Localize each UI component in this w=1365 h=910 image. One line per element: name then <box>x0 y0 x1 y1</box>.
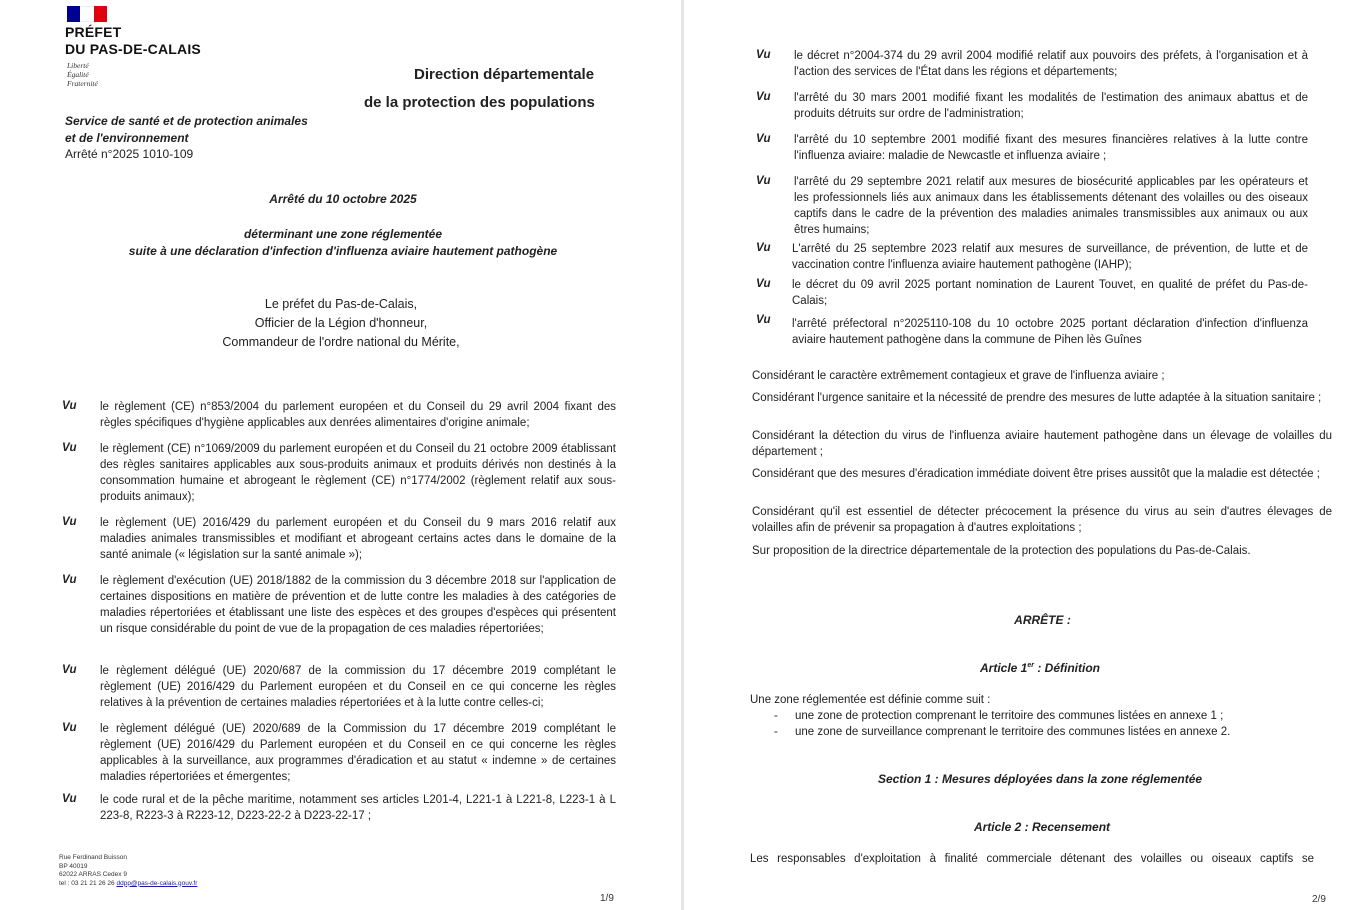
visa-item: le code rural et de la pêche maritime, notamment ses articles L201-4, L221-1 à L221-8, L223-1 à L 223-8, R223-3 à R223-12, D223-22-2 à D223-22-17 ; <box>100 794 616 822</box>
proposition-paragraph: Sur proposition de la directrice départementale de la protection des populations du Pas-de-Calais. <box>752 545 1251 557</box>
visa-item: le règlement (CE) n°1069/2009 du parlement européen et du Conseil du 21 octobre 2009 établissant des règles sanitaires applicables aux sous-produits animaux et produits dérivés non destinés à la consommation humaine et abrogeant le règlement (CE) n°1774/2002 (règlement relatif aux sous-produits animaux); <box>100 443 616 503</box>
arrete-number: Arrêté n°2025 1010-109 <box>65 147 194 161</box>
article-2-text: Les responsables d'exploitation à finalité commerciale détenant des volailles ou oiseaux captifs se <box>750 853 1314 865</box>
article-2-heading: Article 2 : Recensement <box>973 820 1111 834</box>
considerant-paragraph: Considérant qu'il est essentiel de détecter précocement la présence du virus au sein d'autres élevages de volailles afin de prévenir sa propagation à d'autres exploitations ; <box>752 506 1332 534</box>
page-number: 1/9 <box>600 893 614 904</box>
document-page-1 <box>0 0 680 910</box>
vu-label: Vu <box>756 242 771 254</box>
section-1-heading: Section 1 : Mesures déployées dans la zone réglementée <box>877 772 1203 786</box>
vu-label: Vu <box>756 91 771 103</box>
prefet-line-2: DU PAS-DE-CALAIS <box>65 41 201 57</box>
service-line-2: et de l'environnement <box>65 131 189 145</box>
page-number: 2/9 <box>1312 894 1326 905</box>
motto-fraternite: Fraternité <box>67 79 98 88</box>
direction-title-line-1: Direction départementale <box>414 66 595 83</box>
article-1-intro: Une zone réglementée est définie comme suit : <box>750 694 991 706</box>
list-item: - une zone de surveillance comprenant le territoire des communes listées en annexe 2. <box>774 726 1231 738</box>
footer-email-link[interactable]: ddpp@pas-de-calais.gouv.fr <box>116 879 198 887</box>
vu-label: Vu <box>756 278 771 290</box>
vu-label: Vu <box>62 574 77 586</box>
arrete-date-title: Arrêté du 10 octobre 2025 <box>269 192 417 206</box>
considerant-paragraph: Considérant que des mesures d'éradication immédiate doivent être prises aussitôt que la maladie est détectée ; <box>752 468 1320 480</box>
prefect-title-line-2: Officier de la Légion d'honneur, <box>254 316 428 330</box>
visa-item: le décret du 09 avril 2025 portant nomination de Laurent Touvet, en qualité de préfet du Pas-de-Calais; <box>792 279 1308 307</box>
service-line-1: Service de santé et de protection animales <box>65 114 308 128</box>
visa-item: le règlement (CE) n°853/2004 du parlement européen et du Conseil du 29 avril 2004 fixant des règles spécifiques d'hygiène applicables aux denrées alimentaires d'origine animale; <box>100 401 616 429</box>
arrete-subject-line-2: suite à une déclaration d'infection d'influenza aviaire hautement pathogène <box>128 244 558 258</box>
footer-address <box>59 854 197 888</box>
visa-item: le règlement délégué (UE) 2020/689 de la Commission du 17 décembre 2019 complétant le règlement (UE) 2016/429 du Parlement européen et du Conseil en ce qui concerne les règles applicables à la surveillance, aux programmes d'éradication et au statut « indemne » de certaines maladies répertoriées et émergentes; <box>100 723 616 783</box>
considerant-paragraph: Considérant la détection du virus de l'influenza aviaire hautement pathogène dans un élevage de volailles du département ; <box>752 430 1332 458</box>
motto-liberte: Liberté <box>67 61 89 70</box>
visa-item: le décret n°2004-374 du 29 avril 2004 modifié relatif aux pouvoirs des préfets, à l'organisation et à l'action des services de l'État dans les régions et départements; <box>794 50 1308 78</box>
visa-item: le règlement d'exécution (UE) 2018/1882 de la commission du 3 décembre 2018 sur l'application de certaines dispositions en matière de prévention et de lutte contre les maladies à des catégories de maladies répertoriées et établissant une liste des espèces et des groupes d'espèces qui présentent un risque considérable du point de vue de la propagation de ces maladies répertoriées; <box>100 575 616 635</box>
vu-label: Vu <box>756 314 771 326</box>
considerant-paragraph: Considérant l'urgence sanitaire et la nécessité de prendre des mesures de lutte adaptée à la situation sanitaire ; <box>752 392 1322 404</box>
visa-item: le règlement (UE) 2016/429 du parlement européen et du Conseil du 9 mars 2016 relatif aux maladies animales transmissibles et modifiant et abrogeant certains actes dans le domaine de la santé animale (« législation sur la santé animale »); <box>100 517 616 561</box>
article-1-heading: Article 1er : Définition <box>980 661 1100 675</box>
list-item: - une zone de protection comprenant le territoire des communes listées en annexe 1 ; <box>774 710 1224 722</box>
footer-bp: BP 40019 <box>59 862 88 870</box>
vu-label: Vu <box>62 793 77 805</box>
footer-city: 62022 ARRAS Cedex 9 <box>59 871 127 878</box>
visa-item: le règlement délégué (UE) 2020/687 de la commission du 17 décembre 2019 complétant le règlement (UE) 2016/429 du Parlement européen et du Conseil en ce qui concerne les règles relatives à la prévention de certaines maladies répertoriées et à la lutte contre celles-ci; <box>100 665 616 709</box>
visa-item: l'arrêté du 30 mars 2001 modifié fixant les modalités de l'estimation des animaux abattus et de produits détruits sur ordre de l'administration; <box>794 92 1308 120</box>
footer-phone: tel : 03 21 21 26 26 <box>59 879 115 887</box>
vu-label: Vu <box>62 400 77 412</box>
arrete-heading: ARRÊTE : <box>1014 613 1071 627</box>
prefet-line-1: PRÉFET <box>65 24 122 40</box>
direction-title-line-2: de la protection des populations <box>364 94 595 111</box>
vu-label: Vu <box>756 133 771 145</box>
vu-label: Vu <box>62 722 77 734</box>
vu-label: Vu <box>756 49 771 61</box>
visa-item: L'arrêté du 25 septembre 2023 relatif aux mesures de surveillance, de prévention, de lutte et de vaccination contre l'influenza aviaire hautement pathogène (IAHP); <box>792 243 1308 271</box>
vu-label: Vu <box>62 516 77 528</box>
visa-item: l'arrêté préfectoral n°2025110-108 du 10 octobre 2025 portant déclaration d'infection d'influenza aviaire hautement pathogène dans la commune de Pihen lès Guînes <box>792 318 1308 346</box>
vu-label: Vu <box>756 175 771 187</box>
document-page-2 <box>686 0 1365 910</box>
motto-egalite: Égalité <box>67 70 89 79</box>
page-divider <box>681 0 684 910</box>
prefect-title-line-3: Commandeur de l'ordre national du Mérite, <box>222 335 460 349</box>
considerant-paragraph: Considérant le caractère extrêmement contagieux et grave de l'influenza aviaire ; <box>752 370 1165 382</box>
vu-label: Vu <box>62 664 77 676</box>
marianne-flag-logo <box>67 6 107 22</box>
visa-item: l'arrêté du 29 septembre 2021 relatif aux mesures de biosécurité applicables par les opérateurs et les professionnels liés aux animaux dans les établissements détenant des volailles ou des oiseaux captifs dans le cadre de la prévention des maladies animales transmissibles aux animaux ou aux êtres humains; <box>794 176 1308 236</box>
footer-street: Rue Ferdinand Buisson <box>59 854 127 861</box>
vu-label: Vu <box>62 442 77 454</box>
visa-item: l'arrêté du 10 septembre 2001 modifié fixant des mesures financières relatives à la lutte contre l'influenza aviaire: maladie de Newcastle et influenza aviaire ; <box>794 134 1308 162</box>
arrete-subject-line-1: déterminant une zone réglementée <box>243 227 443 241</box>
prefect-title-line-1: Le préfet du Pas-de-Calais, <box>264 297 418 311</box>
